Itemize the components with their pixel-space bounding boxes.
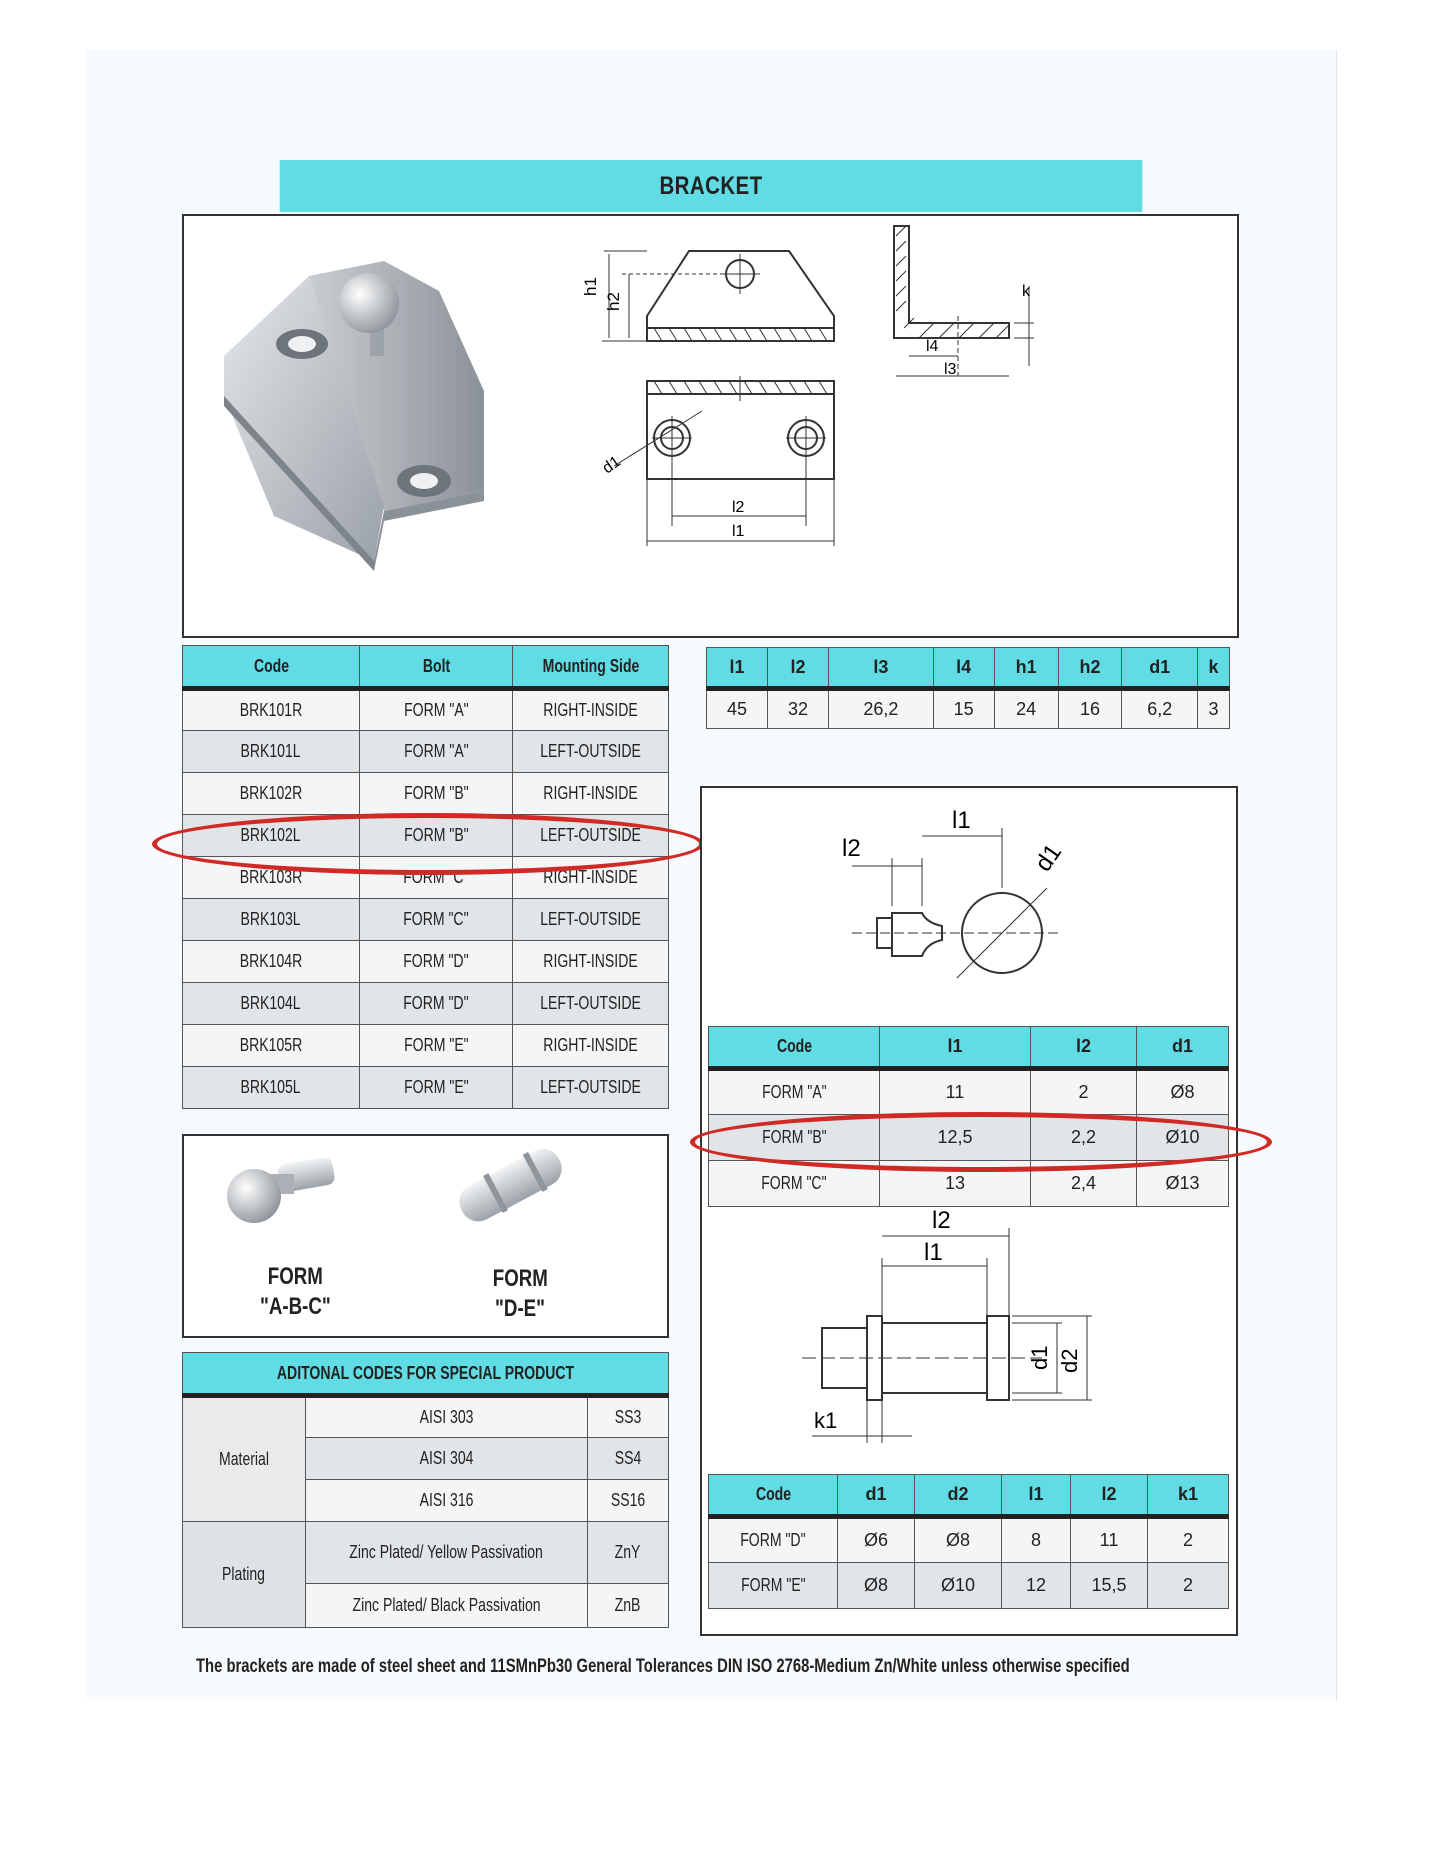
ball-d1-label: d1 <box>1029 839 1068 877</box>
table-row: Material AISI 303 SS3 <box>183 1396 669 1438</box>
col-header-d2: d2 <box>915 1475 1002 1517</box>
pin-l1-label: l1 <box>924 1239 943 1266</box>
table-row: BRK101R FORM "A" RIGHT-INSIDE <box>183 689 669 731</box>
table-row: FORM "D" Ø6 Ø8 8 11 2 <box>709 1517 1229 1563</box>
table-row: FORM "C" 13 2,4 Ø13 <box>709 1161 1229 1207</box>
page-title: BRACKET <box>280 160 1143 212</box>
form-abc-caption: FORM "A-B-C" <box>259 1263 331 1320</box>
table-row: FORM "E" Ø8 Ø10 12 15,5 2 <box>709 1563 1229 1609</box>
col-header-d1: d1 <box>838 1475 915 1517</box>
form-de-caption: FORM "D-E" <box>492 1265 548 1322</box>
bracket-3d-image <box>224 261 484 571</box>
col-header-code: Code <box>183 646 360 689</box>
h2-label: h2 <box>604 292 623 311</box>
h1-label: h1 <box>581 277 600 296</box>
k-label: k <box>1022 283 1030 300</box>
table-row: Zinc Plated/ Black Passivation ZnB <box>183 1584 669 1628</box>
dimension-table <box>706 647 1230 729</box>
table-row: FORM "B" 12,5 2,2 Ø10 <box>709 1115 1229 1161</box>
l3-label: l3 <box>944 361 957 378</box>
form-de-table <box>708 1474 1229 1609</box>
bracket-code-table <box>182 645 669 1109</box>
form-abc-table <box>708 1026 1229 1207</box>
col-header-d1: d1 <box>1137 1027 1229 1069</box>
pin-k1-label: k1 <box>814 1408 838 1433</box>
l1-label: l1 <box>732 523 745 540</box>
table-row: BRK102L FORM "B" LEFT-OUTSIDE <box>183 815 669 857</box>
col-header-k: k <box>1197 648 1229 689</box>
side-view-drawing <box>894 226 1034 376</box>
drawing-panel <box>182 214 1239 638</box>
col-header-code: Code <box>709 1475 838 1517</box>
pin-d1-label: d1 <box>1027 1345 1052 1370</box>
table-row: FORM "A" 11 2 Ø8 <box>709 1069 1229 1115</box>
col-header-l2: l2 <box>1071 1475 1148 1517</box>
col-header-l2: l2 <box>1031 1027 1137 1069</box>
pin-d2-label: d2 <box>1057 1348 1082 1373</box>
col-header-h1: h1 <box>994 648 1058 689</box>
table-row: Plating Zinc Plated/ Yellow Passivation ZnY <box>183 1522 669 1584</box>
table-row: BRK103R FORM "C" RIGHT-INSIDE <box>183 857 669 899</box>
plan-view-drawing <box>614 376 834 546</box>
ball-l2-label: l2 <box>842 835 861 862</box>
ball-l1-label: l1 <box>952 807 971 834</box>
d1-label: d1 <box>599 453 624 478</box>
col-header-l1: l1 <box>1002 1475 1071 1517</box>
special-codes-header: ADITONAL CODES FOR SPECIAL PRODUCT <box>183 1353 669 1396</box>
table-row: BRK104L FORM "D" LEFT-OUTSIDE <box>183 983 669 1025</box>
ball-stud-image <box>227 1156 336 1223</box>
l2-label: l2 <box>732 499 745 516</box>
table-row: BRK105L FORM "E" LEFT-OUTSIDE <box>183 1067 669 1109</box>
table-row: AISI 316 SS16 <box>183 1480 669 1522</box>
col-header-d1: d1 <box>1122 648 1198 689</box>
plating-label: Plating <box>183 1522 306 1628</box>
col-header-l4: l4 <box>933 648 994 689</box>
table-row: BRK105R FORM "E" RIGHT-INSIDE <box>183 1025 669 1067</box>
col-header-l1: l1 <box>707 648 768 689</box>
col-header-l3: l3 <box>829 648 934 689</box>
col-header-bolt: Bolt <box>360 646 513 689</box>
footer-note: The brackets are made of steel sheet and 11SMnPb30 General Tolerances DIN ISO 2768-Medium Zn/White unless otherwise specified <box>196 1656 1130 1677</box>
ball-stud-drawing <box>852 828 1062 978</box>
pin-l2-label: l2 <box>932 1207 951 1234</box>
col-header-h2: h2 <box>1058 648 1122 689</box>
pin-image <box>452 1141 569 1230</box>
col-header-l2: l2 <box>768 648 829 689</box>
table-row: AISI 304 SS4 <box>183 1438 669 1480</box>
table-row: BRK101L FORM "A" LEFT-OUTSIDE <box>183 731 669 773</box>
table-row: BRK103L FORM "C" LEFT-OUTSIDE <box>183 899 669 941</box>
table-row: BRK104R FORM "D" RIGHT-INSIDE <box>183 941 669 983</box>
bracket-drawings <box>184 216 1237 636</box>
special-codes-table <box>182 1352 669 1628</box>
front-view-drawing <box>602 251 834 341</box>
l4-label: l4 <box>926 338 939 355</box>
material-label: Material <box>183 1396 306 1522</box>
pin-drawing <box>802 1228 1092 1443</box>
col-header-code: Code <box>709 1027 880 1069</box>
table-row: BRK102R FORM "B" RIGHT-INSIDE <box>183 773 669 815</box>
col-header-mounting-side: Mounting Side <box>513 646 669 689</box>
col-header-k1: k1 <box>1148 1475 1229 1517</box>
col-header-l1: l1 <box>880 1027 1031 1069</box>
table-row: 45 32 26,2 15 24 16 6,2 3 <box>707 689 1230 729</box>
